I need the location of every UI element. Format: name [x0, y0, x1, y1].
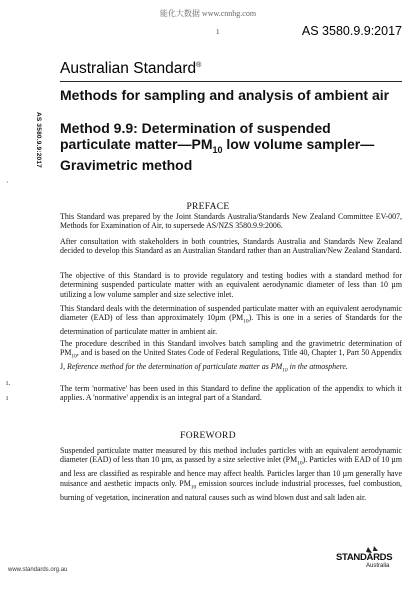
- logo-wordmark: STANDARDS: [336, 552, 393, 563]
- footer-url-link[interactable]: www.standards.org.au: [8, 567, 68, 573]
- logo-subtext: Australia: [366, 563, 390, 569]
- brand-title: [60, 60, 201, 78]
- subtitle-line: Gravimetric method: [60, 156, 193, 173]
- preface-paragraph: This Standard deals with the determination of suspended particulate matter with an equivalent aerodynamic diameter (EAD) of less than approximately 10µm $(PM_{10})$. This is one in a series of Standards for the determination of particulate matter in ambient air.: [60, 304, 402, 337]
- subtitle-line: particulate $matter—PM_{10}$ low volume sampler—: [60, 135, 375, 155]
- foreword-paragraph: Suspended particulate matter measured by this method includes particles with an equivalent aerodynamic diameter (EAD) of less than 10 µm, as passed by a size selective inlet $(PM_{10})$. Particles with EAD of 10 µm and less are classified as respirable and hence may affect health. Particles larger than 10 µm generally have nuisance and aesthetic impacts only. $PM_{10}$ emission sources include industrial processes, fuel combustion, burning of vegetation, incineration and natural causes such as wind blown dust and salt laden air.: [60, 446, 402, 502]
- margin-mark: ı.: [6, 378, 11, 387]
- preface-paragraph: The procedure described in this Standard involves batch sampling and the gravimetric determination of $PM_{10}$, and is based on the United States Code of Federal Regulations, Title 40, Chapter 1, Part 50 Appendix J, Reference method for the determination of particulate matter as $PM_{10}$ in the atmosphere.: [60, 339, 402, 374]
- brand-name: Australian Standard: [60, 60, 197, 77]
- preface-paragraph: The term 'normative' has been used in this Standard to define the application of the appendix to which it applies. A 'normative' appendix is an integral part of a Standard.: [60, 384, 402, 403]
- preface-heading: PREFACE: [186, 202, 230, 212]
- page-number: 1: [216, 28, 220, 36]
- preface-paragraph: The objective of this Standard is to provide regulatory and testing bodies with a standard method for determining suspended particulate matter with an equivalent aerodynamic diameter of less than 10 µm utilizing a low volume sampler and size selective inlet.: [60, 271, 402, 299]
- watermark-text: 能化大数据 www.cnnhg.com: [159, 9, 257, 18]
- subtitle-line: Method 9.9: Determination of suspended: [60, 120, 331, 136]
- preface-paragraph: This Standard was prepared by the Joint Standards Australia/Standards New Zealand Committee EV-007, Methods for Examination of Air, to supersede AS/NZS 3580.9.9:2006.: [60, 212, 402, 231]
- registered-mark: ®: [196, 61, 202, 69]
- side-standard-label: AS 3580.9.9:2017: [35, 112, 42, 168]
- header-rule: [60, 81, 402, 82]
- standard-number: AS 3580.9.9:2017: [301, 24, 402, 38]
- margin-mark: ·: [6, 178, 9, 187]
- document-title: Methods for sampling and analysis of ambient air: [60, 87, 390, 103]
- margin-mark: ı: [6, 393, 9, 402]
- foreword-heading: FOREWORD: [180, 431, 236, 441]
- preface-paragraph: After consultation with stakeholders in both countries, Standards Australia and Standards New Zealand decided to develop this Standard as an Australian Standard rather than an Australian/New Zealand Standard.: [60, 237, 402, 256]
- document-subtitle: [60, 121, 390, 173]
